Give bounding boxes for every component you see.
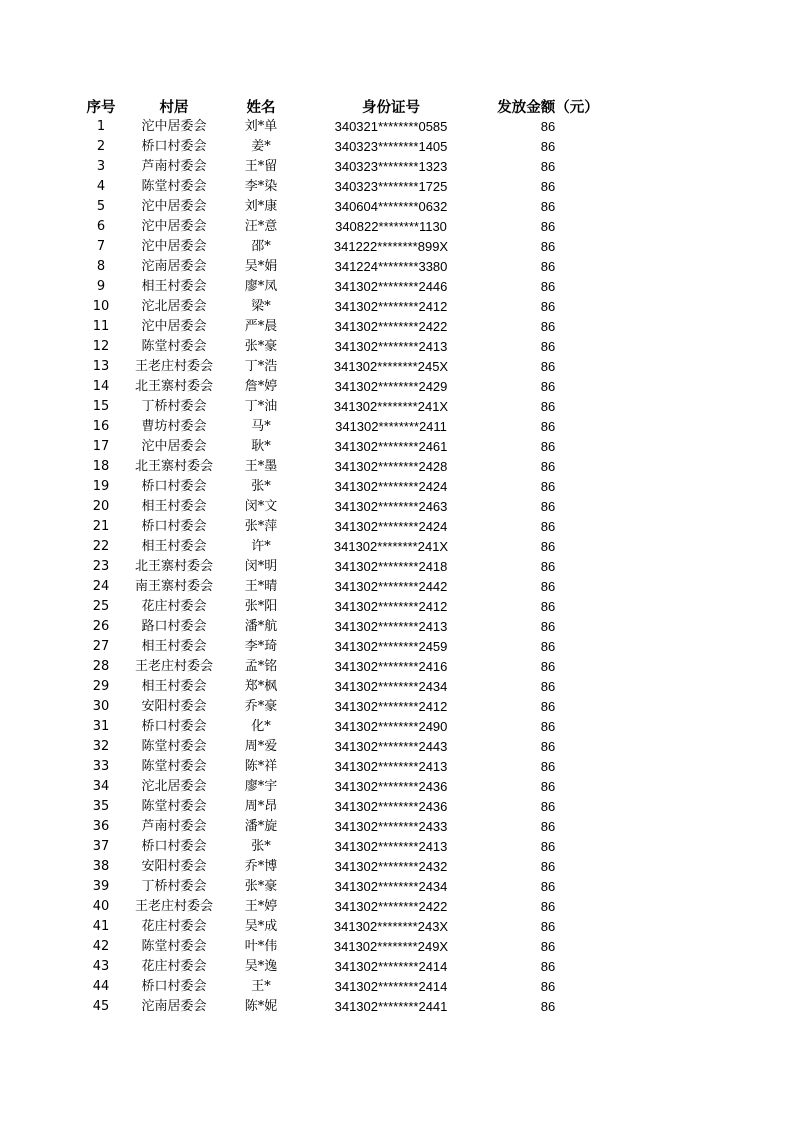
table-row bbox=[0, 117, 793, 137]
table-row bbox=[0, 837, 793, 857]
table-row bbox=[0, 477, 793, 497]
row-name: 梁* bbox=[251, 299, 271, 314]
row-village: 沱南居委会 bbox=[141, 259, 207, 274]
row-village: 沱中居委会 bbox=[141, 239, 207, 254]
row-id-number: 341302********2429 bbox=[334, 379, 448, 394]
row-id-number: 340323********1405 bbox=[334, 139, 448, 154]
row-village: 桥口村委会 bbox=[141, 719, 207, 734]
row-serial-number: 37 bbox=[92, 839, 110, 854]
row-id-number: 341302********241X bbox=[333, 539, 449, 554]
row-id-number: 341302********2441 bbox=[334, 999, 448, 1014]
table-row bbox=[0, 717, 793, 737]
row-village: 王老庄村委会 bbox=[134, 659, 213, 674]
row-id-number: 341302********2418 bbox=[334, 559, 448, 574]
row-amount: 86 bbox=[540, 139, 556, 154]
row-serial-number: 6 bbox=[96, 219, 106, 234]
row-village: 安阳村委会 bbox=[141, 699, 207, 714]
row-village: 沱北居委会 bbox=[141, 299, 207, 314]
row-id-number: 341302********2432 bbox=[334, 859, 448, 874]
row-amount: 86 bbox=[540, 119, 556, 134]
row-amount: 86 bbox=[540, 199, 556, 214]
table-row bbox=[0, 297, 793, 317]
row-id-number: 341302********249X bbox=[333, 939, 449, 954]
row-id-number: 341302********245X bbox=[333, 359, 449, 374]
row-serial-number: 33 bbox=[92, 759, 110, 774]
row-name: 吴*娟 bbox=[244, 259, 278, 274]
row-village: 陈堂村委会 bbox=[141, 939, 207, 954]
row-name: 张*豪 bbox=[244, 339, 278, 354]
row-id-number: 341302********2422 bbox=[334, 899, 448, 914]
row-name: 许* bbox=[251, 539, 271, 554]
row-name: 郑*枫 bbox=[244, 679, 278, 694]
row-id-number: 341302********2424 bbox=[334, 519, 448, 534]
row-name: 汪*意 bbox=[244, 219, 278, 234]
row-village: 桥口村委会 bbox=[141, 519, 207, 534]
row-id-number: 341302********2434 bbox=[334, 879, 448, 894]
row-amount: 86 bbox=[540, 759, 556, 774]
row-amount: 86 bbox=[540, 679, 556, 694]
row-name: 乔*豪 bbox=[244, 699, 278, 714]
header-amount: 发放金额（元） bbox=[497, 100, 599, 116]
row-amount: 86 bbox=[540, 259, 556, 274]
row-amount: 86 bbox=[540, 839, 556, 854]
table-row bbox=[0, 697, 793, 717]
table-row bbox=[0, 757, 793, 777]
row-id-number: 341302********2412 bbox=[334, 699, 448, 714]
row-id-number: 340323********1323 bbox=[334, 159, 448, 174]
header-name: 姓名 bbox=[246, 100, 276, 116]
table-row bbox=[0, 457, 793, 477]
row-name: 乔*博 bbox=[244, 859, 278, 874]
row-amount: 86 bbox=[540, 919, 556, 934]
row-id-number: 341302********2428 bbox=[334, 459, 448, 474]
row-id-number: 341302********2434 bbox=[334, 679, 448, 694]
table-row bbox=[0, 637, 793, 657]
row-village: 沱南居委会 bbox=[141, 999, 207, 1014]
row-serial-number: 44 bbox=[92, 979, 110, 994]
row-village: 北王寨村委会 bbox=[134, 559, 213, 574]
row-name: 王* bbox=[251, 979, 271, 994]
row-village: 沱中居委会 bbox=[141, 319, 207, 334]
row-name: 孟*铭 bbox=[244, 659, 278, 674]
row-serial-number: 17 bbox=[92, 439, 110, 454]
row-serial-number: 43 bbox=[92, 959, 110, 974]
row-id-number: 340323********1725 bbox=[334, 179, 448, 194]
row-serial-number: 1 bbox=[96, 119, 106, 134]
row-village: 桥口村委会 bbox=[141, 139, 207, 154]
row-name: 张* bbox=[251, 839, 271, 854]
row-serial-number: 4 bbox=[96, 179, 106, 194]
row-name: 刘*单 bbox=[244, 119, 278, 134]
row-serial-number: 41 bbox=[92, 919, 110, 934]
row-village: 路口村委会 bbox=[141, 619, 207, 634]
row-id-number: 341302********2414 bbox=[334, 979, 448, 994]
row-name: 潘*航 bbox=[244, 619, 278, 634]
row-amount: 86 bbox=[540, 979, 556, 994]
row-id-number: 341222********899X bbox=[333, 239, 449, 254]
row-name: 张*豪 bbox=[244, 879, 278, 894]
row-serial-number: 3 bbox=[96, 159, 106, 174]
row-village: 丁桥村委会 bbox=[141, 399, 207, 414]
row-id-number: 341302********2413 bbox=[334, 759, 448, 774]
row-village: 曹坊村委会 bbox=[141, 419, 207, 434]
row-serial-number: 9 bbox=[96, 279, 106, 294]
row-serial-number: 24 bbox=[92, 579, 110, 594]
row-amount: 86 bbox=[540, 319, 556, 334]
row-name: 丁*油 bbox=[244, 399, 278, 414]
row-name: 王*墨 bbox=[244, 459, 278, 474]
row-id-number: 341302********2413 bbox=[334, 339, 448, 354]
row-village: 北王寨村委会 bbox=[134, 379, 213, 394]
table-row bbox=[0, 237, 793, 257]
row-name: 姜* bbox=[251, 139, 271, 154]
row-name: 王*晴 bbox=[244, 579, 278, 594]
row-id-number: 341302********2433 bbox=[334, 819, 448, 834]
row-name: 刘*康 bbox=[244, 199, 278, 214]
row-serial-number: 14 bbox=[92, 379, 110, 394]
row-amount: 86 bbox=[540, 859, 556, 874]
row-name: 廖*凤 bbox=[244, 279, 278, 294]
row-village: 陈堂村委会 bbox=[141, 759, 207, 774]
row-amount: 86 bbox=[540, 439, 556, 454]
row-name: 丁*浩 bbox=[244, 359, 278, 374]
row-name: 吴*成 bbox=[244, 919, 278, 934]
row-village: 陈堂村委会 bbox=[141, 739, 207, 754]
row-serial-number: 21 bbox=[92, 519, 110, 534]
row-village: 陈堂村委会 bbox=[141, 179, 207, 194]
table-row bbox=[0, 737, 793, 757]
row-serial-number: 13 bbox=[92, 359, 110, 374]
table-row bbox=[0, 537, 793, 557]
row-name: 张*萍 bbox=[244, 519, 278, 534]
row-serial-number: 16 bbox=[92, 419, 110, 434]
row-id-number: 341302********241X bbox=[333, 399, 449, 414]
row-village: 沱中居委会 bbox=[141, 119, 207, 134]
table-row bbox=[0, 497, 793, 517]
row-name: 李*染 bbox=[244, 179, 278, 194]
table-row bbox=[0, 157, 793, 177]
row-name: 王*留 bbox=[244, 159, 278, 174]
row-serial-number: 29 bbox=[92, 679, 110, 694]
row-village: 沱中居委会 bbox=[141, 199, 207, 214]
row-serial-number: 32 bbox=[92, 739, 110, 754]
row-name: 周*爱 bbox=[244, 739, 278, 754]
row-serial-number: 39 bbox=[92, 879, 110, 894]
row-id-number: 341302********2436 bbox=[334, 799, 448, 814]
table-row bbox=[0, 137, 793, 157]
table-row bbox=[0, 857, 793, 877]
row-village: 沱中居委会 bbox=[141, 219, 207, 234]
row-amount: 86 bbox=[540, 519, 556, 534]
row-serial-number: 25 bbox=[92, 599, 110, 614]
header-village: 村居 bbox=[159, 100, 189, 116]
row-amount: 86 bbox=[540, 619, 556, 634]
row-id-number: 341302********2412 bbox=[334, 599, 448, 614]
row-serial-number: 23 bbox=[92, 559, 110, 574]
row-amount: 86 bbox=[540, 219, 556, 234]
table-row bbox=[0, 317, 793, 337]
row-serial-number: 36 bbox=[92, 819, 110, 834]
row-serial-number: 27 bbox=[92, 639, 110, 654]
row-id-number: 340321********0585 bbox=[334, 119, 448, 134]
row-amount: 86 bbox=[540, 399, 556, 414]
row-amount: 86 bbox=[540, 419, 556, 434]
table-row bbox=[0, 797, 793, 817]
row-village: 芦南村委会 bbox=[141, 819, 207, 834]
row-village: 相王村委会 bbox=[141, 279, 207, 294]
table-row bbox=[0, 277, 793, 297]
row-village: 王老庄村委会 bbox=[134, 899, 213, 914]
row-id-number: 341302********2414 bbox=[334, 959, 448, 974]
row-name: 叶*伟 bbox=[244, 939, 278, 954]
row-serial-number: 19 bbox=[92, 479, 110, 494]
row-village: 相王村委会 bbox=[141, 539, 207, 554]
row-name: 潘*旋 bbox=[244, 819, 278, 834]
row-serial-number: 8 bbox=[96, 259, 106, 274]
row-name: 陈*妮 bbox=[244, 999, 278, 1014]
table-row bbox=[0, 677, 793, 697]
row-amount: 86 bbox=[540, 779, 556, 794]
row-village: 安阳村委会 bbox=[141, 859, 207, 874]
row-id-number: 341302********2412 bbox=[334, 299, 448, 314]
table-row bbox=[0, 337, 793, 357]
row-serial-number: 35 bbox=[92, 799, 110, 814]
table-row bbox=[0, 577, 793, 597]
row-village: 花庄村委会 bbox=[141, 599, 207, 614]
row-id-number: 341302********2459 bbox=[334, 639, 448, 654]
row-amount: 86 bbox=[540, 279, 556, 294]
row-name: 詹*婷 bbox=[244, 379, 278, 394]
row-amount: 86 bbox=[540, 699, 556, 714]
header-serial-number: 序号 bbox=[86, 100, 116, 116]
row-id-number: 341302********2490 bbox=[334, 719, 448, 734]
row-id-number: 341224********3380 bbox=[334, 259, 448, 274]
row-amount: 86 bbox=[540, 479, 556, 494]
row-village: 北王寨村委会 bbox=[134, 459, 213, 474]
row-name: 廖*宇 bbox=[244, 779, 278, 794]
table-row bbox=[0, 437, 793, 457]
table-row bbox=[0, 977, 793, 997]
row-serial-number: 5 bbox=[96, 199, 106, 214]
row-serial-number: 38 bbox=[92, 859, 110, 874]
row-village: 花庄村委会 bbox=[141, 959, 207, 974]
row-amount: 86 bbox=[540, 639, 556, 654]
row-amount: 86 bbox=[540, 879, 556, 894]
row-serial-number: 2 bbox=[96, 139, 106, 154]
row-village: 相王村委会 bbox=[141, 499, 207, 514]
table-row bbox=[0, 417, 793, 437]
row-amount: 86 bbox=[540, 999, 556, 1014]
row-name: 张*阳 bbox=[244, 599, 278, 614]
row-name: 张* bbox=[251, 479, 271, 494]
row-village: 桥口村委会 bbox=[141, 979, 207, 994]
table-row bbox=[0, 257, 793, 277]
table-row bbox=[0, 617, 793, 637]
row-serial-number: 40 bbox=[92, 899, 110, 914]
row-amount: 86 bbox=[540, 239, 556, 254]
row-amount: 86 bbox=[540, 499, 556, 514]
row-amount: 86 bbox=[540, 599, 556, 614]
row-amount: 86 bbox=[540, 179, 556, 194]
row-id-number: 341302********2416 bbox=[334, 659, 448, 674]
row-name: 马* bbox=[251, 419, 271, 434]
row-amount: 86 bbox=[540, 159, 556, 174]
row-village: 相王村委会 bbox=[141, 679, 207, 694]
row-serial-number: 45 bbox=[92, 999, 110, 1014]
table-row bbox=[0, 877, 793, 897]
row-name: 吴*逸 bbox=[244, 959, 278, 974]
table-row bbox=[0, 817, 793, 837]
row-amount: 86 bbox=[540, 359, 556, 374]
row-village: 陈堂村委会 bbox=[141, 339, 207, 354]
row-amount: 86 bbox=[540, 539, 556, 554]
table-row bbox=[0, 217, 793, 237]
row-village: 桥口村委会 bbox=[141, 479, 207, 494]
row-serial-number: 18 bbox=[92, 459, 110, 474]
table-row bbox=[0, 597, 793, 617]
row-id-number: 341302********2461 bbox=[334, 439, 448, 454]
row-name: 闵*明 bbox=[244, 559, 278, 574]
row-amount: 86 bbox=[540, 819, 556, 834]
table-row bbox=[0, 937, 793, 957]
row-name: 王*婷 bbox=[244, 899, 278, 914]
row-serial-number: 10 bbox=[92, 299, 110, 314]
table-row bbox=[0, 657, 793, 677]
row-serial-number: 26 bbox=[92, 619, 110, 634]
row-id-number: 341302********2413 bbox=[334, 619, 448, 634]
row-id-number: 341302********2424 bbox=[334, 479, 448, 494]
row-serial-number: 11 bbox=[92, 319, 110, 334]
row-amount: 86 bbox=[540, 719, 556, 734]
table-row bbox=[0, 197, 793, 217]
row-village: 芦南村委会 bbox=[141, 159, 207, 174]
row-name: 李*琦 bbox=[244, 639, 278, 654]
row-serial-number: 31 bbox=[92, 719, 110, 734]
row-amount: 86 bbox=[540, 939, 556, 954]
row-village: 南王寨村委会 bbox=[134, 579, 213, 594]
row-amount: 86 bbox=[540, 459, 556, 474]
row-serial-number: 30 bbox=[92, 699, 110, 714]
row-id-number: 341302********2422 bbox=[334, 319, 448, 334]
row-id-number: 340604********0632 bbox=[334, 199, 448, 214]
row-village: 王老庄村委会 bbox=[134, 359, 213, 374]
header-id-number: 身份证号 bbox=[362, 100, 420, 116]
table-row bbox=[0, 357, 793, 377]
table-row bbox=[0, 397, 793, 417]
row-id-number: 341302********2442 bbox=[334, 579, 448, 594]
row-serial-number: 28 bbox=[92, 659, 110, 674]
row-village: 沱北居委会 bbox=[141, 779, 207, 794]
row-amount: 86 bbox=[540, 559, 556, 574]
row-name: 陈*祥 bbox=[244, 759, 278, 774]
row-amount: 86 bbox=[540, 899, 556, 914]
table-row bbox=[0, 917, 793, 937]
row-id-number: 341302********243X bbox=[333, 919, 449, 934]
row-serial-number: 34 bbox=[92, 779, 110, 794]
row-village: 花庄村委会 bbox=[141, 919, 207, 934]
row-id-number: 340822********1130 bbox=[335, 219, 447, 234]
row-serial-number: 12 bbox=[92, 339, 110, 354]
row-serial-number: 20 bbox=[92, 499, 110, 514]
row-village: 沱中居委会 bbox=[141, 439, 207, 454]
row-amount: 86 bbox=[540, 579, 556, 594]
row-serial-number: 22 bbox=[92, 539, 110, 554]
row-amount: 86 bbox=[540, 299, 556, 314]
row-id-number: 341302********2443 bbox=[334, 739, 448, 754]
row-name: 化* bbox=[251, 719, 271, 734]
row-id-number: 341302********2413 bbox=[334, 839, 448, 854]
row-id-number: 341302********2411 bbox=[335, 419, 447, 434]
row-serial-number: 15 bbox=[92, 399, 110, 414]
row-amount: 86 bbox=[540, 659, 556, 674]
table-row bbox=[0, 997, 793, 1017]
table-row bbox=[0, 777, 793, 797]
row-amount: 86 bbox=[540, 959, 556, 974]
row-amount: 86 bbox=[540, 339, 556, 354]
row-id-number: 341302********2446 bbox=[334, 279, 448, 294]
table-row bbox=[0, 377, 793, 397]
row-village: 丁桥村委会 bbox=[141, 879, 207, 894]
table-row bbox=[0, 897, 793, 917]
row-name: 邵* bbox=[251, 239, 271, 254]
row-name: 周*昂 bbox=[244, 799, 278, 814]
row-id-number: 341302********2463 bbox=[334, 499, 448, 514]
row-village: 相王村委会 bbox=[141, 639, 207, 654]
row-id-number: 341302********2436 bbox=[334, 779, 448, 794]
row-name: 严*晨 bbox=[244, 319, 278, 334]
row-amount: 86 bbox=[540, 739, 556, 754]
row-village: 陈堂村委会 bbox=[141, 799, 207, 814]
row-name: 闵*文 bbox=[244, 499, 278, 514]
row-amount: 86 bbox=[540, 799, 556, 814]
row-village: 桥口村委会 bbox=[141, 839, 207, 854]
row-name: 耿* bbox=[251, 439, 271, 454]
table-row bbox=[0, 517, 793, 537]
table-row bbox=[0, 557, 793, 577]
row-amount: 86 bbox=[540, 379, 556, 394]
table-row bbox=[0, 957, 793, 977]
table-row bbox=[0, 177, 793, 197]
row-serial-number: 42 bbox=[92, 939, 110, 954]
row-serial-number: 7 bbox=[96, 239, 106, 254]
